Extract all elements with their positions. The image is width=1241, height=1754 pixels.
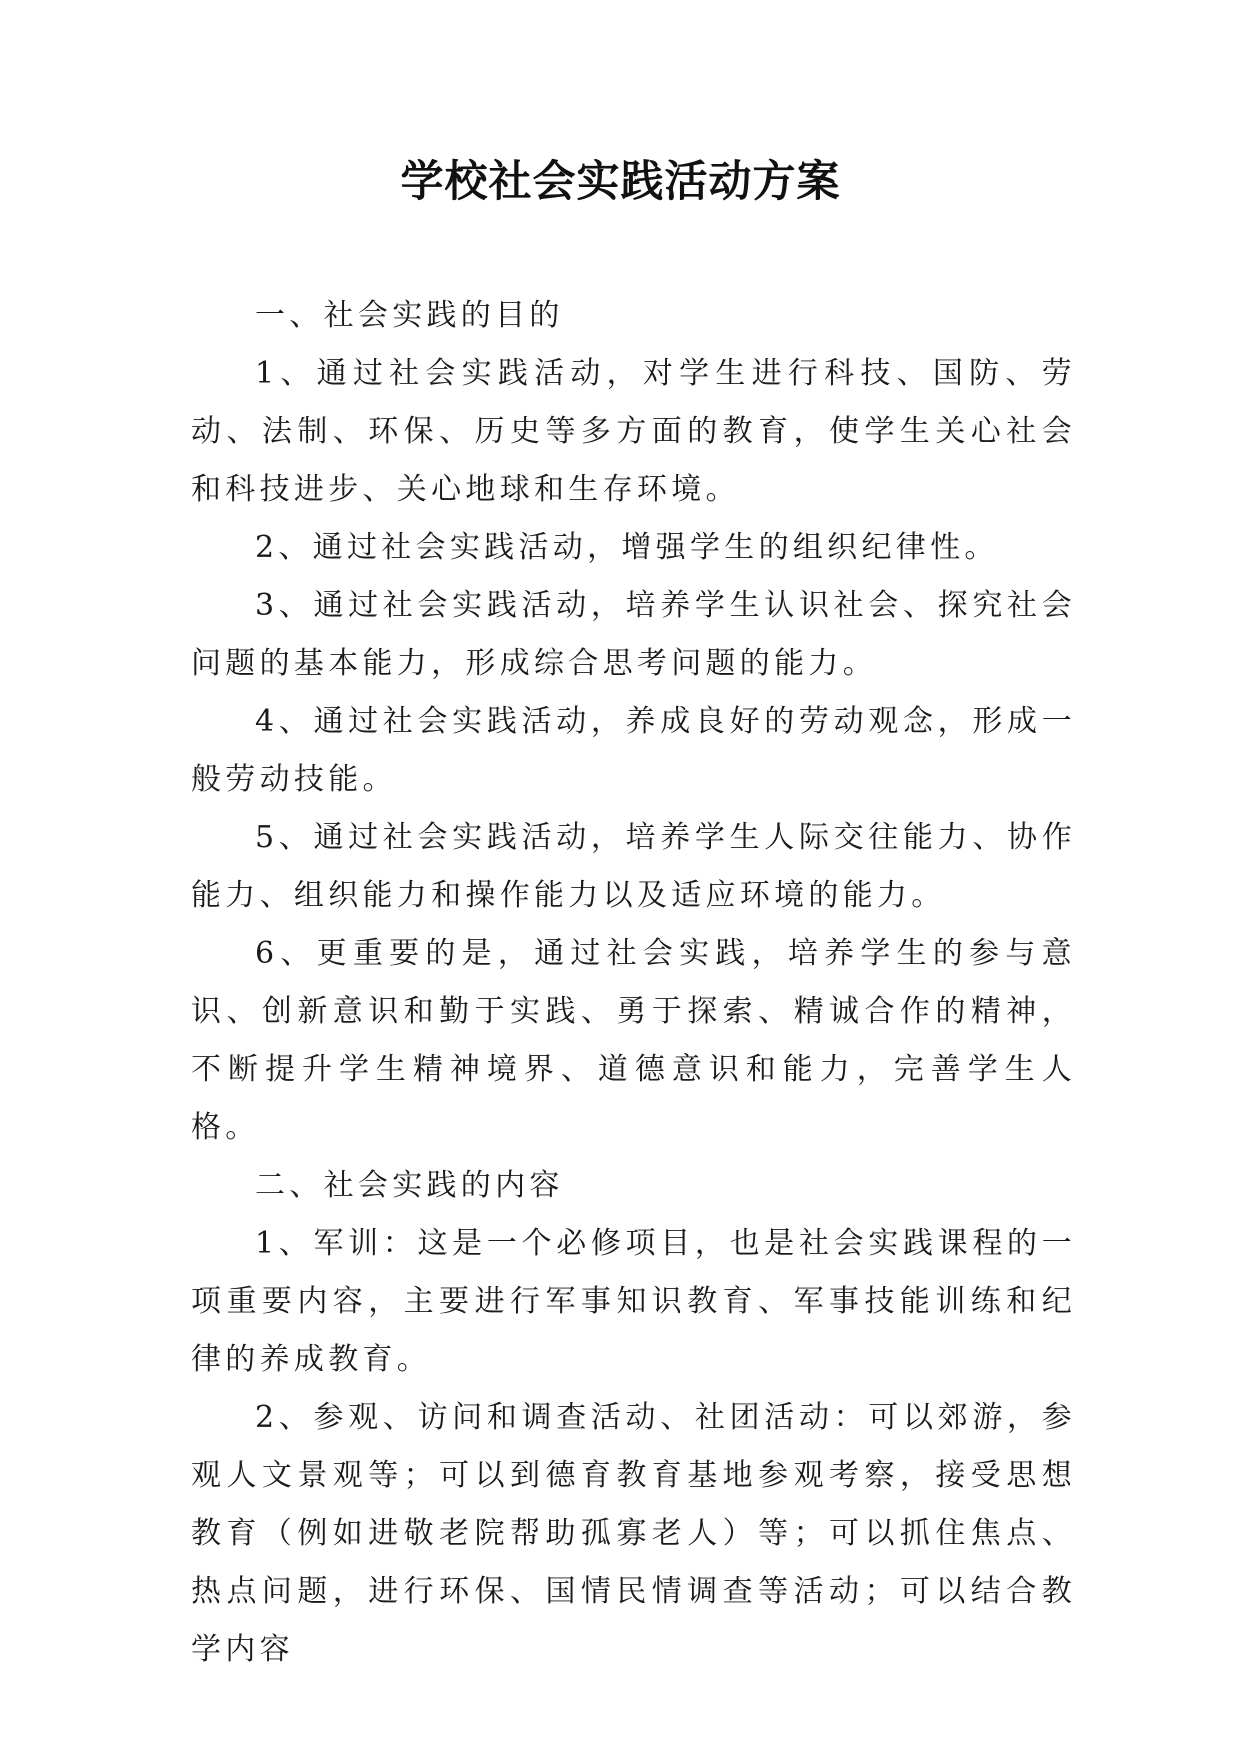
paragraph: 6、更重要的是，通过社会实践，培养学生的参与意识、创新意识和勤于实践、勇于探索、精诚合作的精神，不断提升学生精神境界、道德意识和能力，完善学生人格。 bbox=[191, 936, 1076, 1145]
document-body bbox=[191, 287, 1076, 1679]
paragraph: 4、通过社会实践活动，养成良好的劳动观念，形成一般劳动技能。 bbox=[191, 704, 1076, 797]
paragraph: 3、通过社会实践活动，培养学生认识社会、探究社会问题的基本能力，形成综合思考问题的能力。 bbox=[191, 588, 1076, 681]
paragraph: 2、参观、访问和调查活动、社团活动：可以郊游，参观人文景观等；可以到德育教育基地参观考察，接受思想教育（例如进敬老院帮助孤寡老人）等；可以抓住焦点、热点问题，进行环保、国情民情调查等活动；可以结合教学内容 bbox=[191, 1400, 1076, 1667]
document-title: 学校社会实践活动方案 bbox=[400, 157, 841, 207]
paragraph: 2、通过社会实践活动，增强学生的组织纪律性。 bbox=[255, 530, 999, 565]
paragraph: 5、通过社会实践活动，培养学生人际交往能力、协作能力、组织能力和操作能力以及适应环境的能力。 bbox=[191, 820, 1076, 913]
paragraph: 1、通过社会实践活动，对学生进行科技、国防、劳动、法制、环保、历史等多方面的教育，使学生关心社会和科技进步、关心地球和生存环境。 bbox=[191, 356, 1076, 507]
section-heading: 一、社会实践的目的 bbox=[255, 298, 564, 333]
section-heading: 二、社会实践的内容 bbox=[255, 1168, 564, 1203]
paragraph: 1、军训：这是一个必修项目，也是社会实践课程的一项重要内容，主要进行军事知识教育、军事技能训练和纪律的养成教育。 bbox=[191, 1226, 1076, 1377]
